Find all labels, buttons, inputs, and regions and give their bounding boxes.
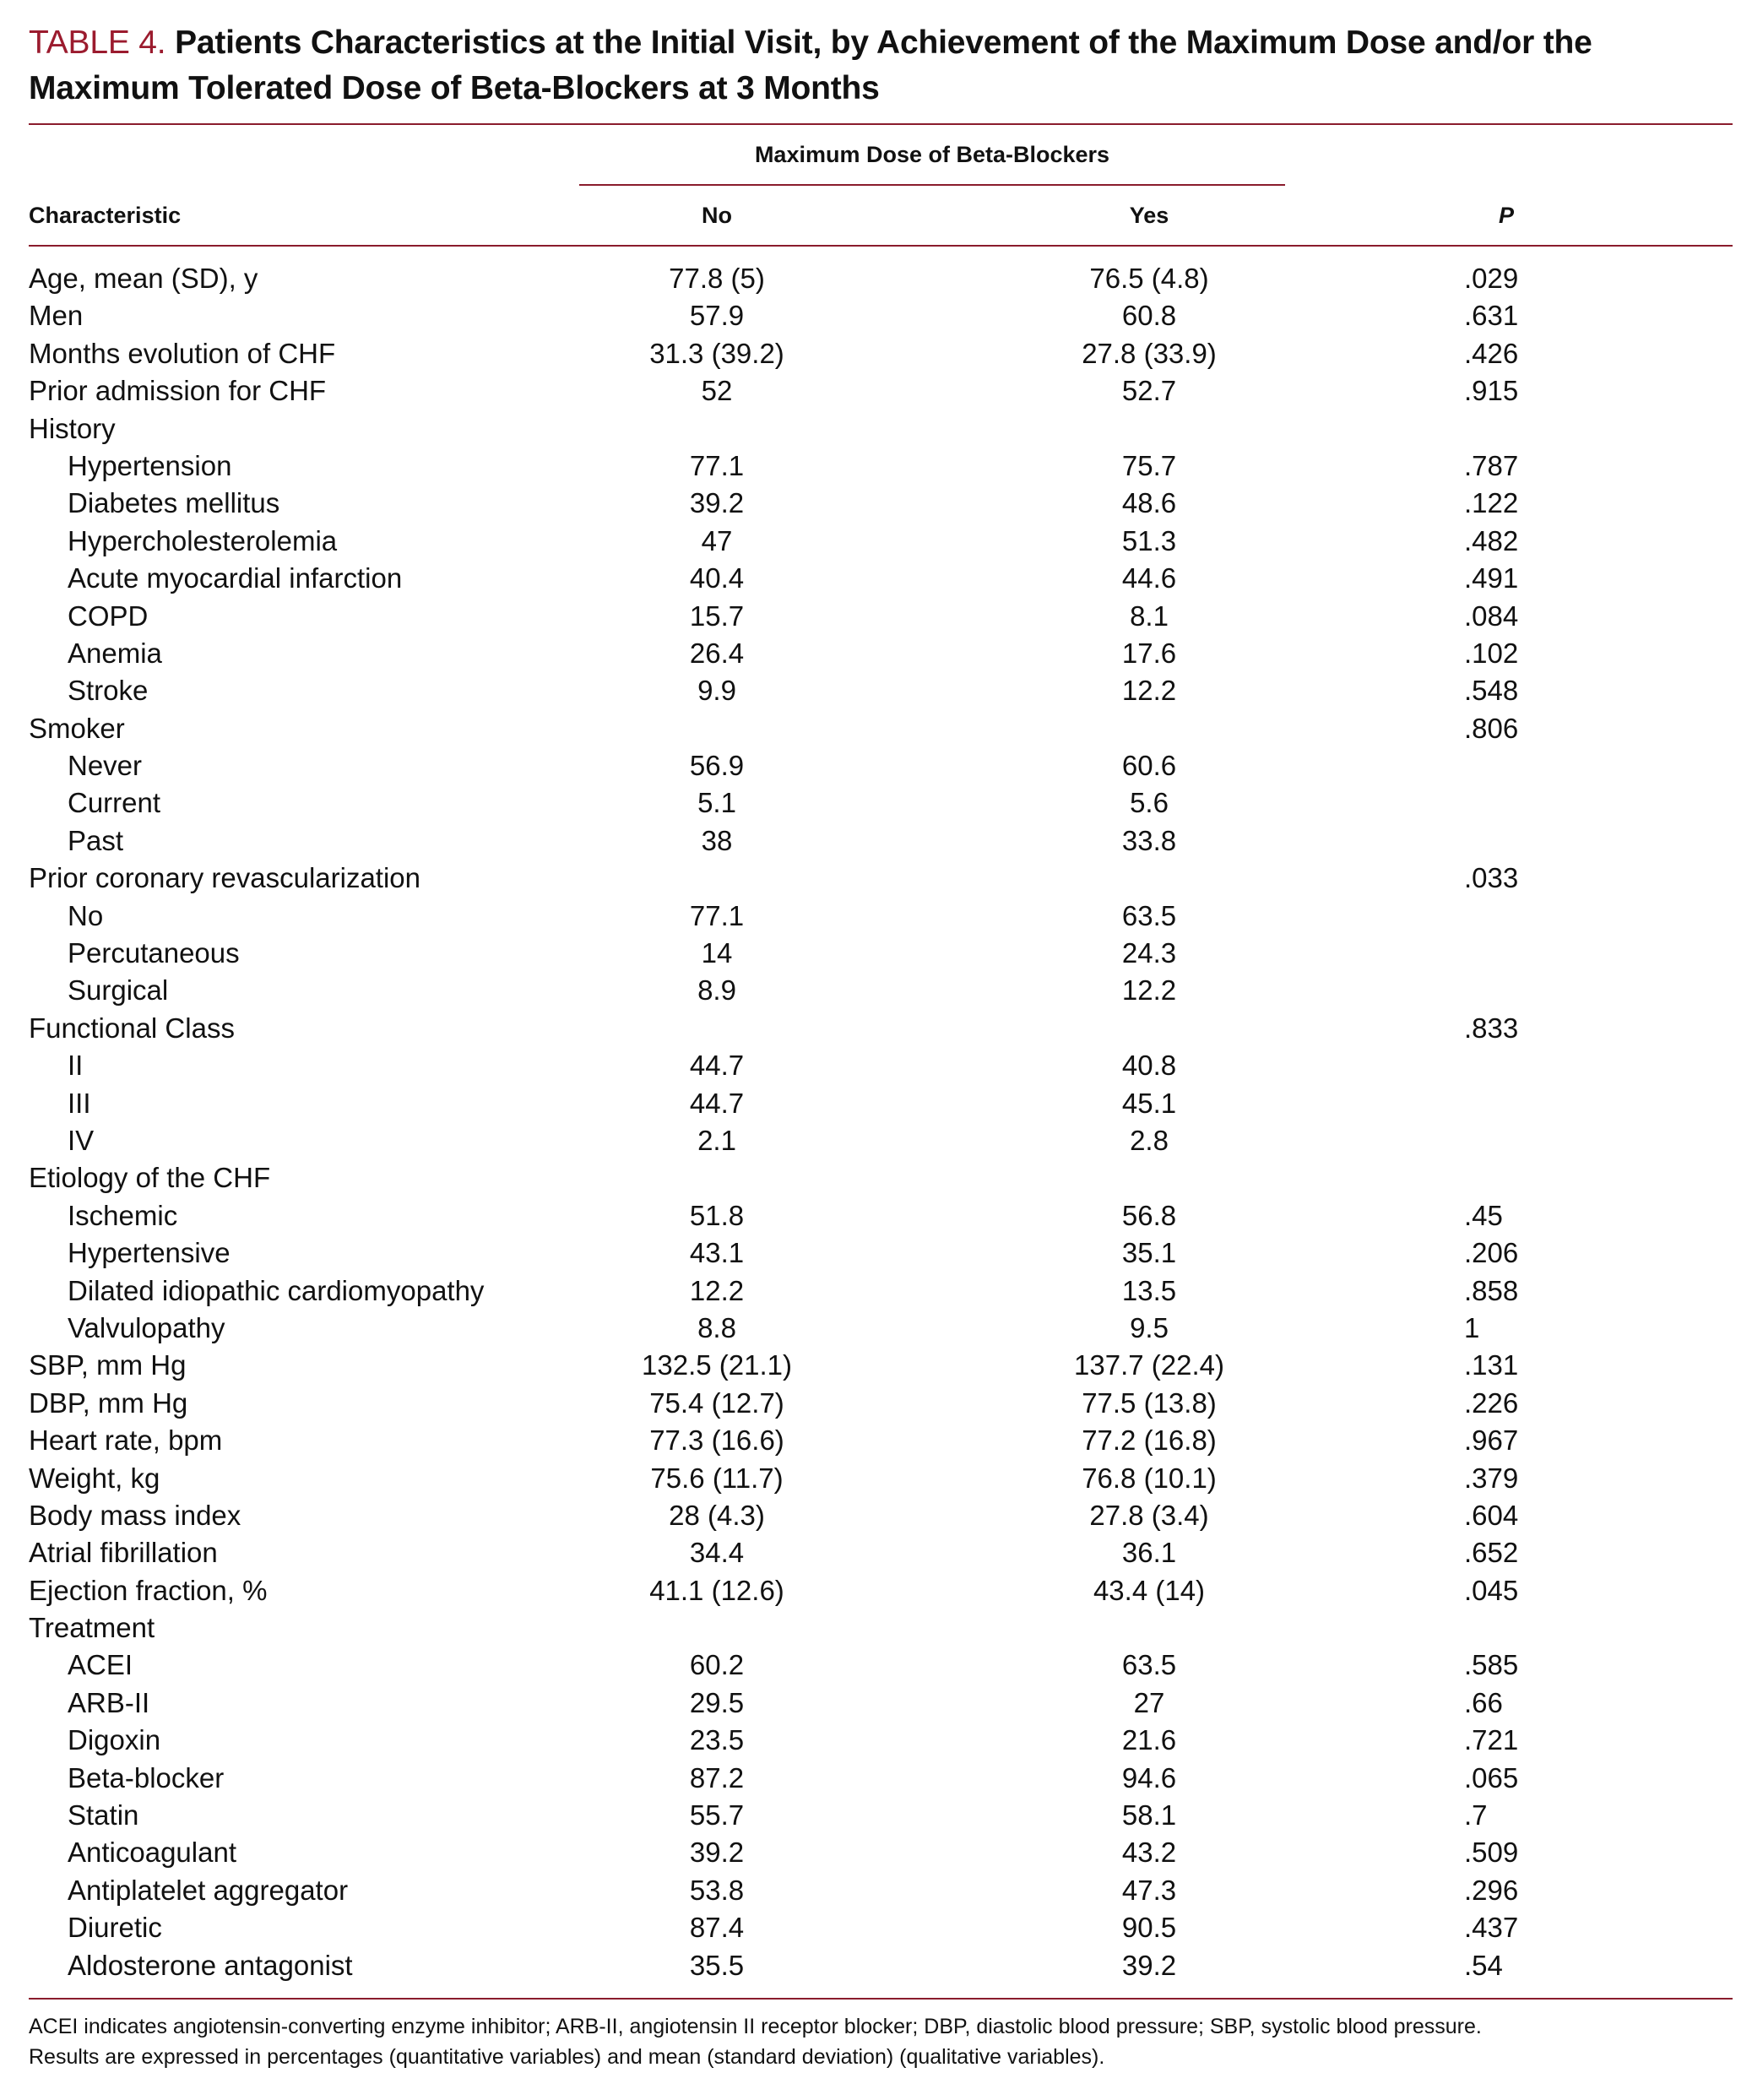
cell-no: 29.5 bbox=[689, 1686, 745, 1718]
bottom-rule bbox=[29, 1998, 1733, 2000]
cell-yes: 56.8 bbox=[1121, 1199, 1177, 1231]
table-row bbox=[29, 672, 1733, 709]
cell-p: .206 bbox=[1464, 1237, 1519, 1269]
table-row bbox=[29, 560, 1733, 597]
cell-p: .102 bbox=[1464, 637, 1519, 669]
cell-no: 52 bbox=[701, 375, 733, 407]
cell-no: 75.4 (12.7) bbox=[649, 1386, 784, 1419]
cell-no: 77.3 (16.6) bbox=[649, 1424, 784, 1457]
table-row bbox=[29, 635, 1733, 672]
cell-p: .437 bbox=[1464, 1912, 1519, 1944]
table-row bbox=[29, 1534, 1733, 1571]
table-body bbox=[29, 247, 1733, 1998]
footnotes bbox=[29, 2011, 1733, 2072]
table-row bbox=[29, 1647, 1733, 1684]
group-header: Maximum Dose of Beta-Blockers bbox=[754, 142, 1110, 167]
cell-no: 57.9 bbox=[689, 300, 745, 332]
row-label: Weight, kg bbox=[29, 1462, 160, 1494]
cell-yes: 43.4 (14) bbox=[1093, 1574, 1206, 1606]
row-label: Valvulopathy bbox=[68, 1311, 225, 1343]
cell-no: 87.2 bbox=[689, 1761, 745, 1793]
header-p: P bbox=[1498, 203, 1514, 228]
cell-p: .491 bbox=[1464, 562, 1519, 594]
cell-p: .509 bbox=[1464, 1837, 1519, 1869]
table-row bbox=[29, 1385, 1733, 1422]
header-yes: Yes bbox=[1129, 203, 1169, 228]
table-container bbox=[29, 0, 1733, 2072]
cell-yes: 94.6 bbox=[1121, 1761, 1177, 1793]
cell-yes: 12.2 bbox=[1121, 675, 1177, 707]
table-row bbox=[29, 1010, 1733, 1047]
row-label: Anticoagulant bbox=[68, 1837, 236, 1869]
cell-yes: 90.5 bbox=[1121, 1912, 1177, 1944]
table-row bbox=[29, 1722, 1733, 1759]
cell-yes: 12.2 bbox=[1121, 974, 1177, 1007]
cell-p: .833 bbox=[1464, 1012, 1519, 1044]
cell-no: 44.7 bbox=[689, 1087, 745, 1119]
cell-yes: 13.5 bbox=[1121, 1274, 1177, 1306]
row-label: III bbox=[68, 1087, 91, 1119]
table-row bbox=[29, 1159, 1733, 1197]
cell-no: 8.8 bbox=[697, 1311, 736, 1343]
cell-no: 23.5 bbox=[689, 1724, 745, 1756]
cell-p: .131 bbox=[1464, 1349, 1519, 1381]
row-label: Ischemic bbox=[68, 1199, 178, 1231]
row-label: Stroke bbox=[68, 675, 149, 707]
table-row bbox=[29, 372, 1733, 410]
row-label: Treatment bbox=[29, 1612, 155, 1644]
table-row bbox=[29, 1834, 1733, 1871]
row-label: Hypertension bbox=[68, 449, 232, 481]
row-label: Age, mean (SD), y bbox=[29, 263, 258, 294]
footnote-results: Results are expressed in percentages (quantitative variables) and mean (standard deviation) (qualitative variables). bbox=[29, 2044, 1105, 2069]
row-label: Current bbox=[68, 787, 161, 819]
cell-yes: 9.5 bbox=[1130, 1311, 1169, 1343]
cell-no: 39.2 bbox=[689, 487, 745, 519]
table-header bbox=[29, 125, 1733, 245]
cell-p: .296 bbox=[1464, 1874, 1519, 1906]
cell-yes: 52.7 bbox=[1121, 375, 1177, 407]
row-label: No bbox=[68, 899, 104, 931]
cell-yes: 48.6 bbox=[1121, 487, 1177, 519]
cell-yes: 77.2 (16.8) bbox=[1082, 1424, 1217, 1457]
cell-yes: 24.3 bbox=[1121, 937, 1177, 969]
row-label: Antiplatelet aggregator bbox=[68, 1874, 349, 1906]
cell-no: 77.1 bbox=[689, 449, 745, 481]
cell-yes: 76.8 (10.1) bbox=[1082, 1462, 1217, 1494]
row-label: Diabetes mellitus bbox=[68, 487, 280, 519]
row-label: Prior coronary revascularization bbox=[29, 862, 421, 894]
table-row bbox=[29, 1047, 1733, 1084]
cell-p: .54 bbox=[1464, 1949, 1503, 1981]
group-header-rule bbox=[579, 184, 1285, 186]
cell-no: 35.5 bbox=[689, 1949, 745, 1981]
cell-no: 55.7 bbox=[689, 1799, 745, 1831]
cell-yes: 43.2 bbox=[1121, 1837, 1177, 1869]
row-label: Hypertensive bbox=[68, 1237, 231, 1269]
table-row bbox=[29, 335, 1733, 372]
cell-no: 75.6 (11.7) bbox=[650, 1462, 784, 1494]
cell-p: .631 bbox=[1464, 300, 1519, 332]
table-row bbox=[29, 1422, 1733, 1459]
row-label: Smoker bbox=[29, 712, 125, 744]
cell-no: 9.9 bbox=[697, 675, 736, 707]
row-label: Beta-blocker bbox=[68, 1761, 225, 1793]
cell-p: 1 bbox=[1464, 1311, 1480, 1343]
cell-p: .45 bbox=[1464, 1199, 1503, 1231]
cell-yes: 21.6 bbox=[1121, 1724, 1177, 1756]
footnote-abbreviations: ACEI indicates angiotensin-converting enzyme inhibitor; ARB-II, angiotensin II receptor blocker; DBP, diastolic blood pressure; SBP, systolic blood pressure. bbox=[29, 2014, 1482, 2038]
cell-yes: 5.6 bbox=[1130, 787, 1169, 819]
cell-p: .967 bbox=[1464, 1424, 1519, 1457]
table-caption: Patients Characteristics at the Initial Visit, by Achievement of the Maximum Dose and/or the Maximum Tolerated Dose of Beta-Blockers at 3 Months bbox=[29, 24, 1592, 106]
row-label: Percutaneous bbox=[68, 937, 240, 969]
cell-yes: 40.8 bbox=[1121, 1050, 1177, 1082]
cell-no: 47 bbox=[701, 524, 733, 556]
table-row bbox=[29, 972, 1733, 1009]
row-label: Surgical bbox=[68, 974, 169, 1007]
row-label: Hypercholesterolemia bbox=[68, 524, 338, 556]
cell-yes: 2.8 bbox=[1130, 1124, 1169, 1156]
cell-yes: 60.6 bbox=[1121, 750, 1177, 782]
table-title bbox=[29, 20, 1733, 111]
cell-p: .585 bbox=[1464, 1649, 1519, 1681]
header-no: No bbox=[702, 203, 732, 228]
table-row bbox=[29, 1685, 1733, 1722]
table-row bbox=[29, 935, 1733, 972]
cell-yes: 8.1 bbox=[1130, 600, 1169, 632]
cell-no: 53.8 bbox=[689, 1874, 745, 1906]
row-label: Ejection fraction, % bbox=[29, 1574, 268, 1606]
row-label: Anemia bbox=[68, 637, 162, 669]
cell-no: 26.4 bbox=[689, 637, 745, 669]
cell-p: .426 bbox=[1464, 337, 1519, 369]
cell-p: .548 bbox=[1464, 675, 1519, 707]
table-row bbox=[29, 822, 1733, 860]
row-label: Aldosterone antagonist bbox=[68, 1949, 353, 1981]
header-characteristic: Characteristic bbox=[29, 203, 182, 228]
cell-yes: 33.8 bbox=[1121, 824, 1177, 856]
cell-no: 15.7 bbox=[689, 600, 745, 632]
row-label: ACEI bbox=[68, 1649, 133, 1681]
cell-p: .029 bbox=[1464, 263, 1519, 294]
table-row bbox=[29, 1872, 1733, 1909]
row-label: Acute myocardial infarction bbox=[68, 562, 403, 594]
row-label: DBP, mm Hg bbox=[29, 1386, 188, 1419]
cell-p: .604 bbox=[1464, 1499, 1519, 1531]
cell-yes: 27.8 (3.4) bbox=[1089, 1499, 1209, 1531]
table-row bbox=[29, 523, 1733, 560]
cell-p: .122 bbox=[1464, 487, 1519, 519]
cell-no: 77.1 bbox=[689, 899, 745, 931]
cell-yes: 39.2 bbox=[1121, 1949, 1177, 1981]
cell-yes: 60.8 bbox=[1121, 300, 1177, 332]
table-row bbox=[29, 710, 1733, 747]
row-label: SBP, mm Hg bbox=[29, 1349, 187, 1381]
cell-p: .721 bbox=[1464, 1724, 1519, 1756]
row-label: Past bbox=[68, 824, 124, 856]
table-row bbox=[29, 1272, 1733, 1310]
row-label: History bbox=[29, 412, 116, 444]
cell-p: .065 bbox=[1464, 1761, 1519, 1793]
cell-yes: 137.7 (22.4) bbox=[1074, 1349, 1224, 1381]
cell-p: .379 bbox=[1464, 1462, 1519, 1494]
table-row bbox=[29, 1572, 1733, 1609]
cell-no: 44.7 bbox=[689, 1050, 745, 1082]
row-label: IV bbox=[68, 1124, 95, 1156]
cell-yes: 63.5 bbox=[1121, 899, 1177, 931]
cell-yes: 47.3 bbox=[1121, 1874, 1177, 1906]
table-row bbox=[29, 1947, 1733, 1984]
table-row bbox=[29, 297, 1733, 334]
table-row bbox=[29, 1347, 1733, 1384]
cell-yes: 77.5 (13.8) bbox=[1082, 1386, 1217, 1419]
cell-no: 12.2 bbox=[689, 1274, 745, 1306]
row-label: Etiology of the CHF bbox=[29, 1162, 271, 1194]
row-label: Atrial fibrillation bbox=[29, 1537, 218, 1569]
table-row bbox=[29, 1234, 1733, 1272]
row-label: Prior admission for CHF bbox=[29, 375, 327, 407]
table-row bbox=[29, 1909, 1733, 1946]
table-row bbox=[29, 1310, 1733, 1347]
cell-yes: 45.1 bbox=[1121, 1087, 1177, 1119]
table-row bbox=[29, 1122, 1733, 1159]
cell-no: 87.4 bbox=[689, 1912, 745, 1944]
table-row bbox=[29, 1609, 1733, 1647]
cell-p: .226 bbox=[1464, 1386, 1519, 1419]
cell-yes: 51.3 bbox=[1121, 524, 1177, 556]
table-row bbox=[29, 1760, 1733, 1797]
cell-no: 132.5 (21.1) bbox=[642, 1349, 792, 1381]
cell-no: 28 (4.3) bbox=[669, 1499, 765, 1531]
cell-p: .858 bbox=[1464, 1274, 1519, 1306]
cell-p: .7 bbox=[1464, 1799, 1488, 1831]
cell-p: .806 bbox=[1464, 712, 1519, 744]
cell-no: 60.2 bbox=[689, 1649, 745, 1681]
cell-p: .787 bbox=[1464, 449, 1519, 481]
cell-no: 41.1 (12.6) bbox=[649, 1574, 784, 1606]
cell-no: 38 bbox=[701, 824, 733, 856]
row-label: COPD bbox=[68, 600, 149, 632]
table-row bbox=[29, 1197, 1733, 1234]
cell-p: .66 bbox=[1464, 1686, 1503, 1718]
table-row bbox=[29, 747, 1733, 784]
table-row bbox=[29, 860, 1733, 897]
cell-yes: 76.5 (4.8) bbox=[1089, 263, 1209, 294]
table-row bbox=[29, 260, 1733, 297]
row-label: II bbox=[68, 1050, 84, 1082]
row-label: ARB-II bbox=[68, 1686, 150, 1718]
table-row bbox=[29, 1460, 1733, 1497]
table-row bbox=[29, 598, 1733, 635]
cell-yes: 36.1 bbox=[1121, 1537, 1177, 1569]
cell-no: 77.8 (5) bbox=[669, 263, 765, 294]
row-label: Digoxin bbox=[68, 1724, 161, 1756]
row-label: Diuretic bbox=[68, 1912, 162, 1944]
cell-no: 14 bbox=[701, 937, 733, 969]
cell-no: 39.2 bbox=[689, 1837, 745, 1869]
cell-no: 2.1 bbox=[697, 1124, 736, 1156]
cell-yes: 17.6 bbox=[1121, 637, 1177, 669]
table-row bbox=[29, 784, 1733, 822]
cell-no: 43.1 bbox=[689, 1237, 745, 1269]
row-label: Dilated idiopathic cardiomyopathy bbox=[68, 1274, 485, 1306]
cell-yes: 75.7 bbox=[1121, 449, 1177, 481]
row-label: Functional Class bbox=[29, 1012, 235, 1044]
cell-p: .482 bbox=[1464, 524, 1519, 556]
table-row bbox=[29, 898, 1733, 935]
cell-no: 8.9 bbox=[697, 974, 736, 1007]
table-row bbox=[29, 448, 1733, 485]
row-label: Statin bbox=[68, 1799, 139, 1831]
table-number: TABLE 4. bbox=[29, 24, 166, 61]
cell-no: 31.3 (39.2) bbox=[649, 337, 784, 369]
table-row bbox=[29, 1497, 1733, 1534]
cell-p: .652 bbox=[1464, 1537, 1519, 1569]
table-row bbox=[29, 1797, 1733, 1834]
cell-yes: 35.1 bbox=[1121, 1237, 1177, 1269]
row-label: Months evolution of CHF bbox=[29, 337, 336, 369]
table-row bbox=[29, 410, 1733, 448]
cell-yes: 58.1 bbox=[1121, 1799, 1177, 1831]
cell-no: 51.8 bbox=[689, 1199, 745, 1231]
row-label: Body mass index bbox=[29, 1499, 241, 1531]
cell-no: 34.4 bbox=[689, 1537, 745, 1569]
cell-p: .084 bbox=[1464, 600, 1519, 632]
row-label: Never bbox=[68, 750, 143, 782]
cell-p: .915 bbox=[1464, 375, 1519, 407]
cell-no: 56.9 bbox=[689, 750, 745, 782]
cell-yes: 27 bbox=[1133, 1686, 1165, 1718]
cell-yes: 63.5 bbox=[1121, 1649, 1177, 1681]
row-label: Men bbox=[29, 300, 84, 332]
row-label: Heart rate, bpm bbox=[29, 1424, 223, 1457]
cell-p: .045 bbox=[1464, 1574, 1519, 1606]
cell-yes: 44.6 bbox=[1121, 562, 1177, 594]
table-row bbox=[29, 1085, 1733, 1122]
table-row bbox=[29, 485, 1733, 522]
cell-no: 5.1 bbox=[697, 787, 736, 819]
cell-no: 40.4 bbox=[689, 562, 745, 594]
cell-yes: 27.8 (33.9) bbox=[1082, 337, 1217, 369]
cell-p: .033 bbox=[1464, 862, 1519, 894]
